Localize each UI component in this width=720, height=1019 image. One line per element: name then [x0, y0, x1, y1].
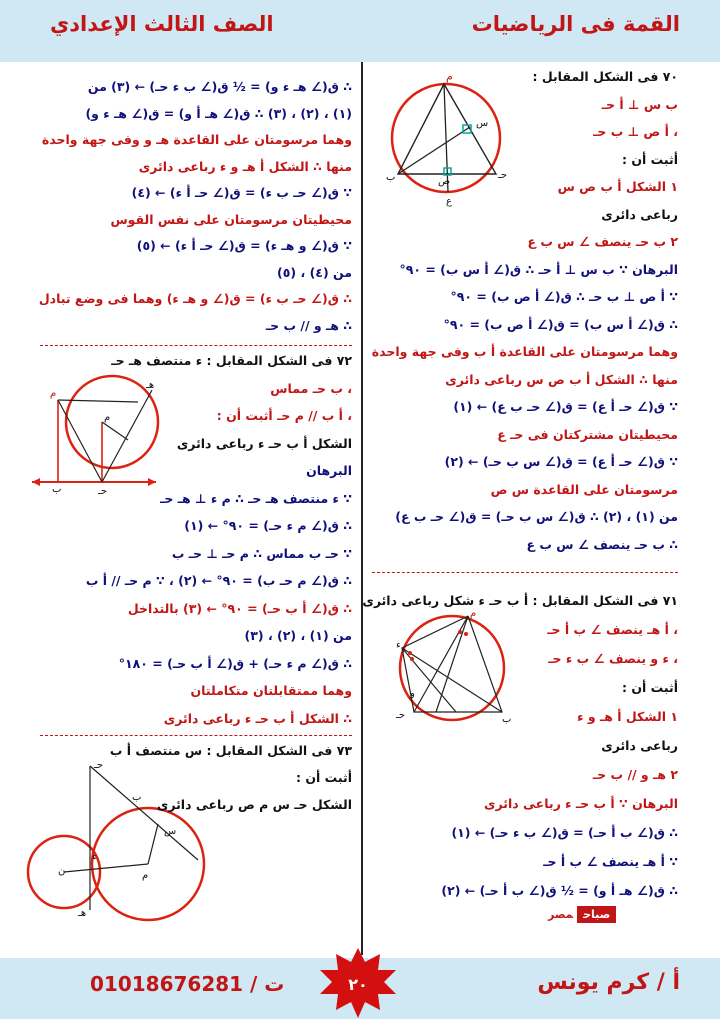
- svg-text:ن: ن: [58, 866, 66, 877]
- svg-text:م: م: [470, 608, 477, 619]
- text-line: ∴ ق(∠ هـ ء و) = ½ ق(∠ ب ء حـ) ← (٣) من: [87, 79, 352, 94]
- text-line: من (١) ، (٢) ، (٣): [244, 628, 352, 643]
- figure-72: [28, 370, 156, 495]
- text-line: ∵ حـ ب مماس ∴ م حـ ⊥ حـ ب: [171, 545, 352, 561]
- sabah-masr-logo: [548, 908, 616, 930]
- grade-title: الصف الثالث الإعدادي: [50, 12, 274, 36]
- svg-text:ع: ع: [446, 196, 452, 207]
- text-line: رباعى دائرى: [601, 738, 678, 753]
- text-line: ، أ ب // م حـ أثبت أن :: [216, 408, 352, 423]
- book-title: القمة فى الرياضيات: [471, 12, 680, 36]
- text-line: وهما ممتقابلتان متكاملتان: [190, 683, 352, 698]
- separator: [372, 572, 678, 573]
- svg-text:ب: ب: [52, 484, 62, 495]
- text-line: أثبت أن :: [622, 151, 678, 167]
- text-line: ∴ ق(∠ م ء حـ) = ٩٠° ← (١): [184, 518, 352, 533]
- svg-text:س: س: [164, 826, 177, 837]
- logo-word2: مصر: [548, 908, 574, 921]
- svg-text:حـ: حـ: [498, 170, 508, 181]
- text-line: أثبت أن :: [622, 680, 678, 695]
- text-line: ، أ هـ ينصف ∠ ب أ حـ: [547, 622, 678, 637]
- text-line: ∵ ق(∠ حـ أ ع) = ق(∠ حـ ب ع) ← (١): [453, 399, 678, 414]
- text-line: ∴ ق(∠ ب أ حـ) = ق(∠ ب ء حـ) ← (١): [451, 825, 678, 840]
- text-line: (١) ، (٢) ، (٣) ∴ ق(∠ هـ أ و) = ق(∠ هـ ء و): [85, 105, 352, 121]
- page-number-badge: [318, 948, 398, 1018]
- text-line: ∴ ق(∠ أ ب حـ) = ٩٠° ← (٣) بالتداخل: [127, 600, 352, 616]
- figure-71: [394, 608, 510, 728]
- text-line: ∴ ب حـ ينصف ∠ س ب ع: [526, 536, 678, 552]
- column-divider: [361, 62, 363, 955]
- text-line: ٧٢ فى الشكل المقابل : ء منتصف هـ حـ: [111, 353, 352, 368]
- page-header: [0, 0, 720, 62]
- separator: [40, 735, 352, 736]
- svg-text:ب: ب: [386, 172, 396, 183]
- text-line: منها ∴ الشكل أ هـ و ء رباعى دائرى: [138, 158, 352, 174]
- svg-text:و: و: [410, 688, 415, 699]
- text-line: ∴ هـ و // ب حـ: [265, 317, 352, 333]
- text-line: من (١) ، (٢) ∴ ق(∠ س ب حـ) = ق(∠ حـ ب ع): [395, 509, 678, 524]
- text-line: ∵ ق(∠ حـ أ ع) = ق(∠ س ب حـ) ← (٢): [444, 454, 678, 469]
- text-line: ∴ ق(∠ أ س ب) = ق(∠ أ ص ب) = ٩٠°: [443, 316, 678, 332]
- svg-text:ص: ص: [438, 176, 451, 187]
- text-line: أثبت أن :: [296, 770, 352, 785]
- svg-text:ب: ب: [132, 792, 142, 803]
- text-line: ∵ ق(∠ و هـ ء) = ق(∠ حـ أ ء) ← (٥): [136, 238, 352, 253]
- text-line: رباعى دائرى: [601, 206, 678, 222]
- text-line: ∵ ق(∠ حـ ب ء) = ق(∠ حـ أ ء) ← (٤): [131, 185, 352, 200]
- text-line: ∵ أ ص ⊥ ب حـ ∴ ق(∠ أ ص ب) = ٩٠°: [450, 289, 678, 304]
- text-line: من (٤) ، (٥): [277, 264, 352, 280]
- text-line: البرهان ∵ ب س ⊥ أ حـ ∴ ق(∠ أ س ب) = ٩٠°: [399, 261, 678, 277]
- svg-text:ء: ء: [396, 640, 401, 651]
- svg-text:س: س: [476, 118, 489, 129]
- text-line: ∴ ق(∠ م حـ ب) = ٩٠° ← (٢) ، ∵ م حـ // أ ب: [85, 573, 352, 588]
- svg-text:حـ: حـ: [98, 486, 108, 497]
- svg-text:م: م: [50, 388, 57, 399]
- text-line: ، أ ص ⊥ ب حـ: [593, 124, 678, 139]
- text-line: وهما مرسومتان على القاعدة أ ب وفى جهة واحدة: [371, 344, 678, 359]
- author-name: أ / كرم يونس: [537, 970, 680, 995]
- text-line: ٧٠ فى الشكل المقابل :: [532, 69, 678, 84]
- text-line: ∴ ق(∠ م ء حـ) + ق(∠ أ ب حـ) = ١٨٠°: [118, 655, 352, 671]
- text-line: ∴ الشكل أ ب حـ ء رباعى دائرى: [163, 710, 352, 726]
- text-line: ∵ ء منتصف هـ حـ ∴ م ء ⊥ هـ حـ: [160, 490, 352, 506]
- svg-text:م: م: [142, 870, 149, 881]
- svg-text:حـ: حـ: [396, 710, 406, 721]
- text-line: ∴ ق(∠ حـ ب ء) = ق(∠ و هـ ء) وهما فى وضع تبادل: [38, 291, 352, 306]
- text-line: ، ء و ينصف ∠ ب ء حـ: [548, 651, 678, 666]
- text-line: ∵ أ هـ ينصف ∠ ب أ حـ: [543, 854, 678, 869]
- phone-number: ت / 01018676281: [90, 972, 285, 996]
- text-line: ٢ ب حـ ينصف ∠ س ب ع: [527, 234, 678, 249]
- text-line: الشكل أ ب حـ ء رباعى دائرى: [176, 435, 352, 451]
- text-line: مرسومتان على القاعدة س ص: [490, 481, 678, 497]
- svg-text:م: م: [104, 412, 111, 423]
- logo-word1: صباح: [577, 906, 616, 923]
- text-line: ∴ ق(∠ هـ أ و) = ½ ق(∠ ب أ حـ) ← (٢): [441, 883, 678, 898]
- svg-text:ب: ب: [502, 714, 512, 725]
- text-line: ٧١ فى الشكل المقابل : أ ب حـ ء شكل رباعى دائرى: [362, 593, 678, 608]
- text-line: الشكل حـ س م ص رباعى دائرى: [156, 797, 352, 812]
- text-line: ١ الشكل أ ب ص س: [557, 179, 678, 194]
- page-number: ٢٠: [348, 975, 368, 994]
- separator: [40, 345, 352, 346]
- text-line: ١ الشكل أ هـ و ء: [577, 709, 678, 724]
- svg-text:هـ: هـ: [78, 908, 87, 919]
- text-line: ٧٣ فى الشكل المقابل : س منتصف أ ب: [109, 743, 352, 758]
- text-line: وهما مرسومتان على القاعدة هـ و وفى جهة واحدة: [41, 132, 352, 147]
- svg-text:م: م: [446, 70, 453, 83]
- figure-73: [28, 760, 218, 920]
- figure-70: [384, 70, 508, 205]
- text-line: منها ∴ الشكل أ ب ص س رباعى دائرى: [445, 371, 678, 387]
- svg-text:حـ: حـ: [94, 760, 104, 771]
- svg-text:ء: ء: [92, 852, 97, 863]
- text-line: البرهان ∵ أ ب حـ ء رباعى دائرى: [484, 796, 678, 811]
- svg-text:هـ: هـ: [146, 380, 155, 391]
- text-line: محيطيتان مرسومتان على نفس القوس: [110, 211, 352, 227]
- text-line: البرهان: [306, 463, 352, 478]
- text-line: ٢ هـ و // ب حـ: [592, 767, 678, 782]
- text-line: ب س ⊥ أ حـ: [601, 96, 678, 112]
- text-line: محيطيتان مشتركتان فى حـ ع: [497, 426, 678, 442]
- text-line: ، ب حـ مماس: [270, 380, 352, 396]
